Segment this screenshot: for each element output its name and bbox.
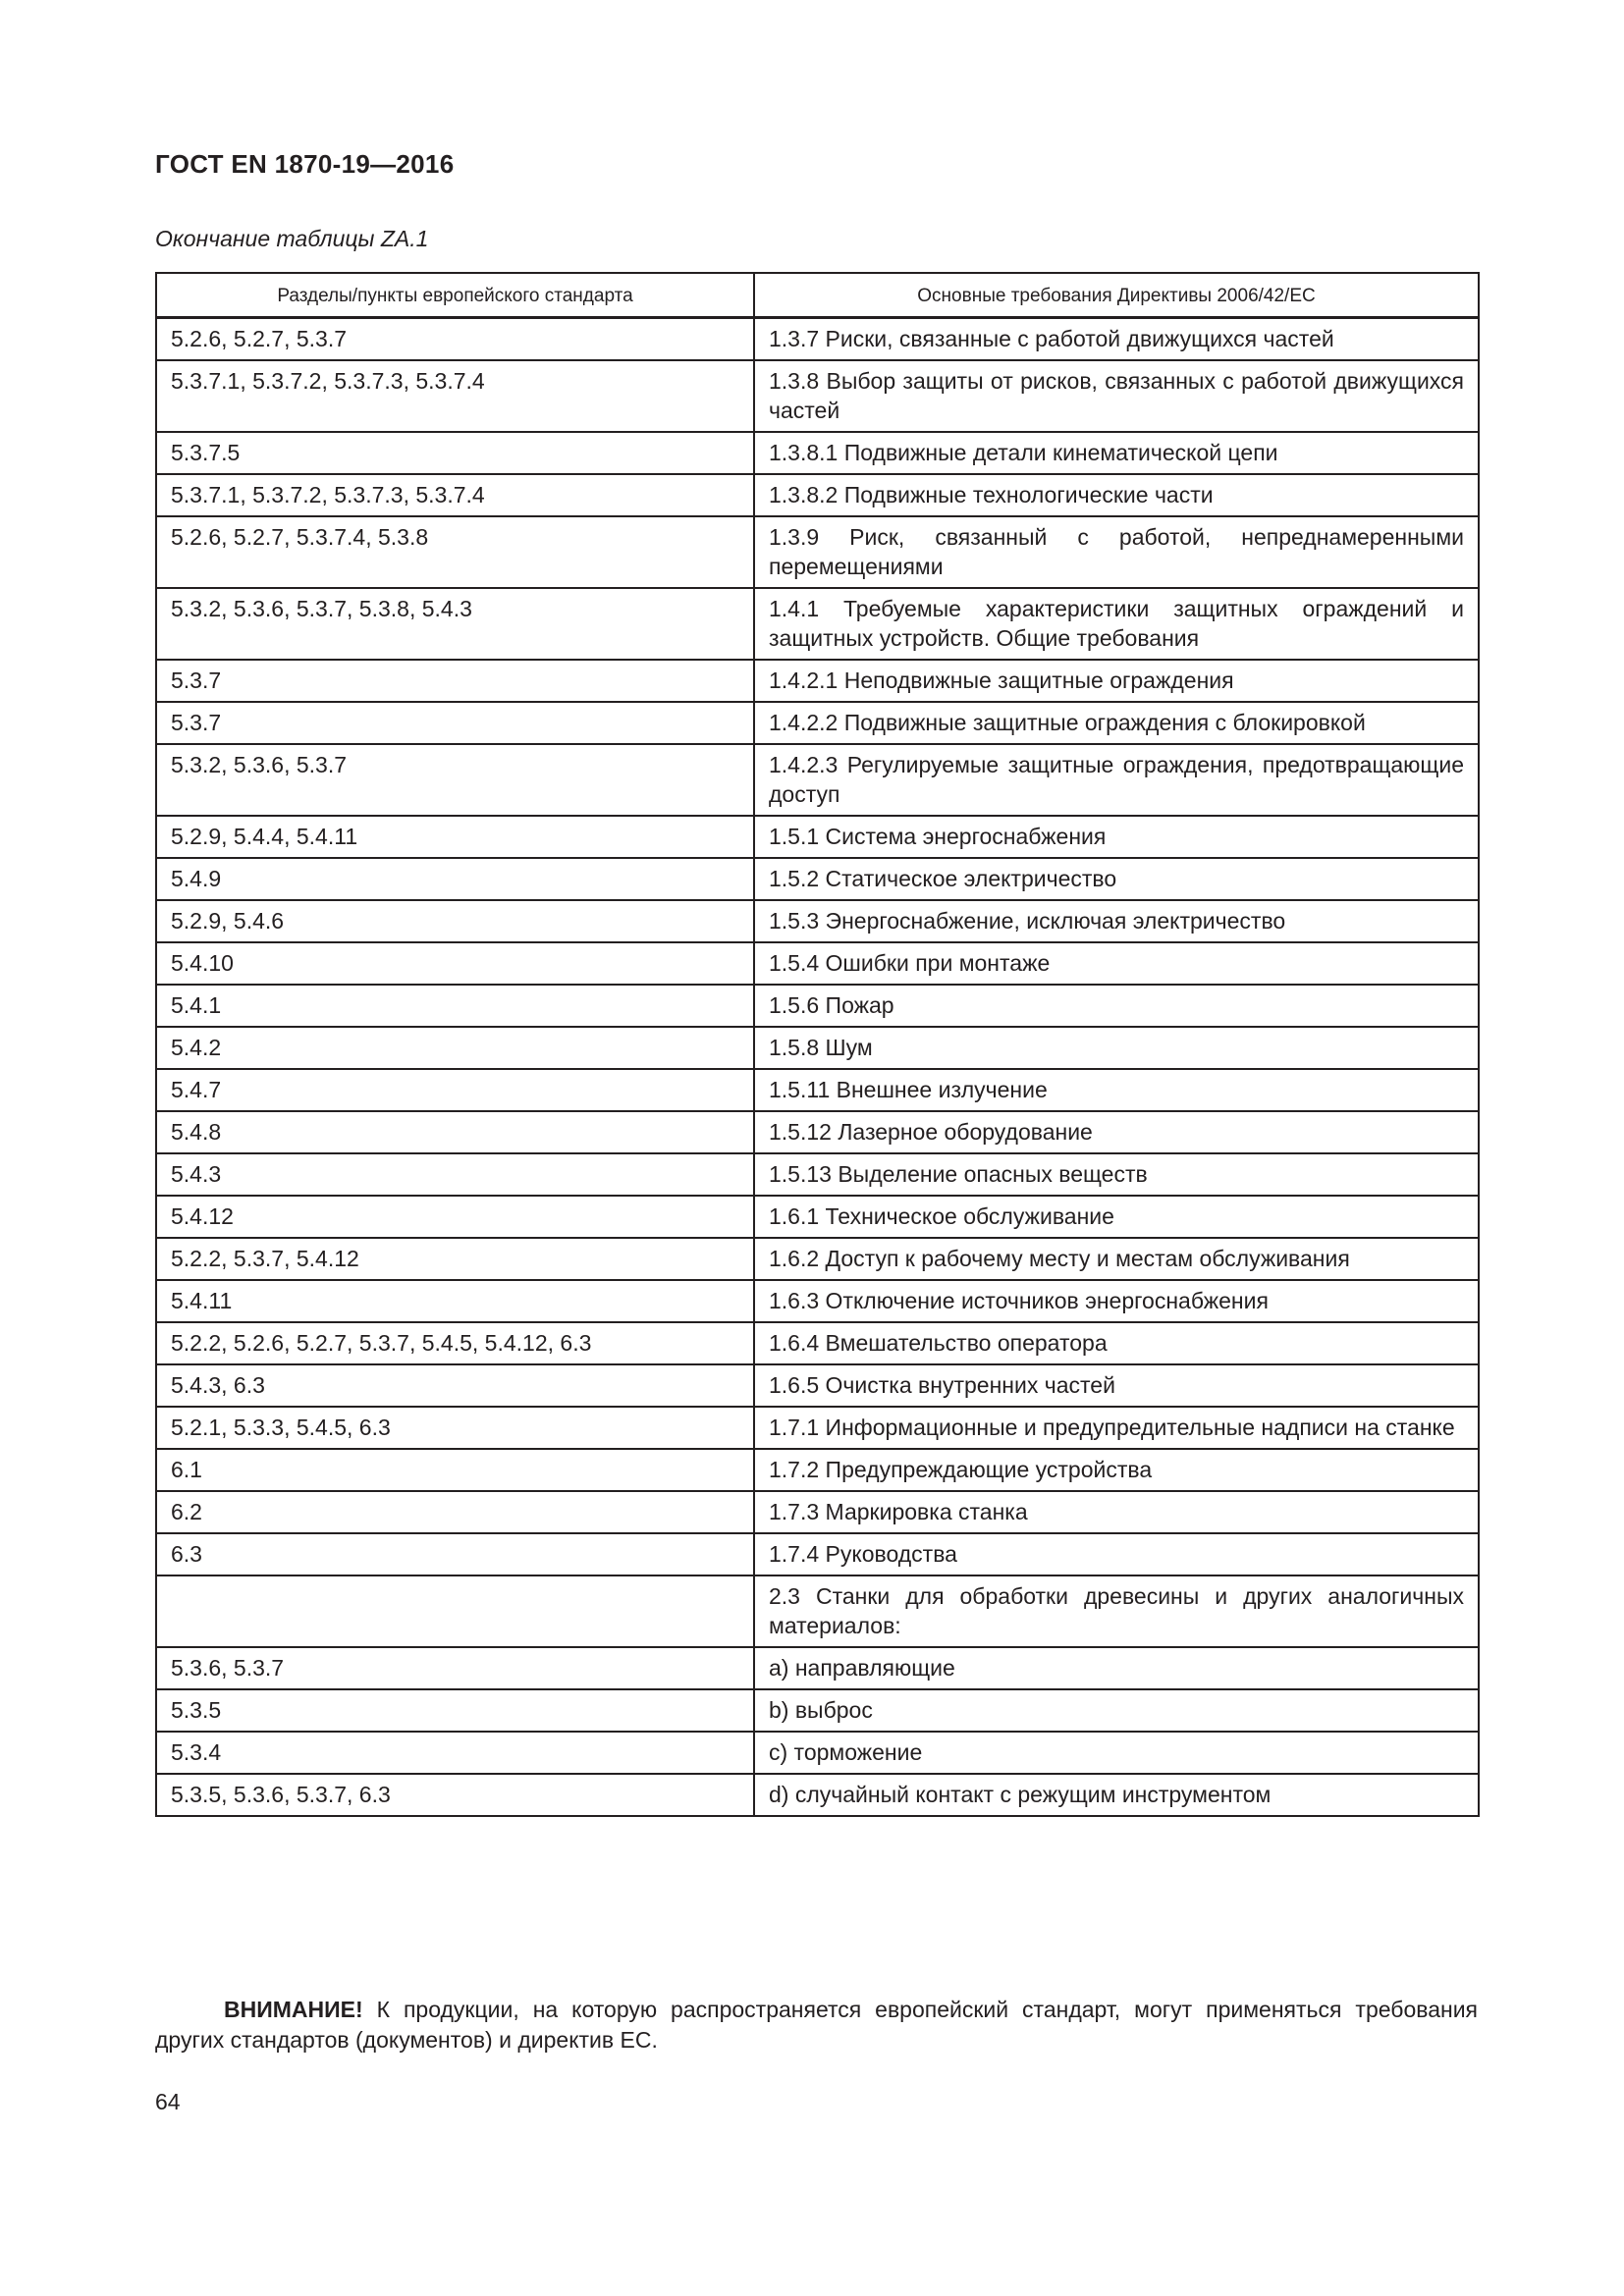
table-row [156,1027,1479,1069]
standard-sections-cell: 5.2.6, 5.2.7, 5.3.7 [156,318,754,361]
table-row [156,474,1479,516]
directive-requirement-cell: c) торможение [754,1732,1479,1774]
table-row [156,1111,1479,1153]
standard-sections-cell: 5.2.6, 5.2.7, 5.3.7.4, 5.3.8 [156,516,754,588]
standard-sections-cell: 5.4.3 [156,1153,754,1196]
standard-sections-cell: 5.4.3, 6.3 [156,1364,754,1407]
directive-requirement-cell: 1.5.3 Энергоснабжение, исключая электричество [754,900,1479,942]
standard-sections-cell: 5.2.9, 5.4.6 [156,900,754,942]
standard-sections-cell: 5.4.12 [156,1196,754,1238]
standard-sections-cell: 6.1 [156,1449,754,1491]
directive-requirement-cell: 1.6.4 Вмешательство оператора [754,1322,1479,1364]
directive-requirement-cell: d) случайный контакт с режущим инструментом [754,1774,1479,1816]
table-row [156,1364,1479,1407]
directive-requirement-cell: 1.7.3 Маркировка станка [754,1491,1479,1533]
table-body [156,318,1479,1817]
standard-sections-cell: 5.3.2, 5.3.6, 5.3.7 [156,744,754,816]
standard-sections-cell: 5.3.4 [156,1732,754,1774]
directive-requirement-cell: b) выброс [754,1689,1479,1732]
table-row [156,985,1479,1027]
standard-sections-cell: 5.3.7.5 [156,432,754,474]
table-row [156,318,1479,361]
table-row [156,432,1479,474]
directive-requirement-cell: 1.3.7 Риски, связанные с работой движущихся частей [754,318,1479,361]
standard-sections-cell: 5.3.5 [156,1689,754,1732]
directive-requirement-cell: 1.3.8 Выбор защиты от рисков, связанных с работой движущихся частей [754,360,1479,432]
directive-requirement-cell: 1.5.8 Шум [754,1027,1479,1069]
directive-requirement-cell: 1.3.8.1 Подвижные детали кинематической цепи [754,432,1479,474]
table-row [156,660,1479,702]
table-row [156,942,1479,985]
standard-sections-cell: 5.2.1, 5.3.3, 5.4.5, 6.3 [156,1407,754,1449]
attention-note [155,1995,1478,2056]
standard-sections-cell: 5.3.7 [156,660,754,702]
table-row [156,1069,1479,1111]
standard-sections-cell [156,1575,754,1647]
directive-requirement-cell: 1.6.3 Отключение источников энергоснабжения [754,1280,1479,1322]
directive-requirement-cell: 1.3.8.2 Подвижные технологические части [754,474,1479,516]
directive-requirement-cell: 2.3 Станки для обработки древесины и других аналогичных материалов: [754,1575,1479,1647]
attention-text: К продукции, на которую распространяется европейский стандарт, могут применяться требования других стандартов (документов) и директив ЕС. [155,1997,1478,2053]
standard-sections-cell: 5.4.11 [156,1280,754,1322]
directive-requirement-cell: 1.6.2 Доступ к рабочему месту и местам обслуживания [754,1238,1479,1280]
directive-requirement-cell: 1.5.11 Внешнее излучение [754,1069,1479,1111]
directive-requirement-cell: a) направляющие [754,1647,1479,1689]
table-header-row [156,273,1479,318]
standard-sections-cell: 5.3.2, 5.3.6, 5.3.7, 5.3.8, 5.4.3 [156,588,754,660]
document-header: ГОСТ EN 1870-19—2016 [155,149,455,179]
standard-sections-cell: 5.2.2, 5.2.6, 5.2.7, 5.3.7, 5.4.5, 5.4.12, 6.3 [156,1322,754,1364]
table-row [156,1322,1479,1364]
table-row [156,1238,1479,1280]
directive-requirement-cell: 1.5.1 Система энергоснабжения [754,816,1479,858]
standard-sections-cell: 5.4.1 [156,985,754,1027]
standard-sections-cell: 5.2.2, 5.3.7, 5.4.12 [156,1238,754,1280]
requirements-table [155,272,1480,1817]
table-row [156,744,1479,816]
directive-requirement-cell: 1.5.12 Лазерное оборудование [754,1111,1479,1153]
directive-requirement-cell: 1.4.2.1 Неподвижные защитные ограждения [754,660,1479,702]
standard-sections-cell: 5.3.7.1, 5.3.7.2, 5.3.7.3, 5.3.7.4 [156,360,754,432]
table-row [156,1732,1479,1774]
standard-sections-cell: 5.3.6, 5.3.7 [156,1647,754,1689]
directive-requirement-cell: 1.3.9 Риск, связанный с работой, непреднамеренными перемещениями [754,516,1479,588]
table-row [156,900,1479,942]
directive-requirement-cell: 1.6.1 Техническое обслуживание [754,1196,1479,1238]
standard-sections-cell: 5.3.7.1, 5.3.7.2, 5.3.7.3, 5.3.7.4 [156,474,754,516]
standard-sections-cell: 5.4.7 [156,1069,754,1111]
table-row [156,1449,1479,1491]
standard-sections-cell: 5.4.10 [156,942,754,985]
standard-sections-cell: 5.3.7 [156,702,754,744]
directive-requirement-cell: 1.5.6 Пожар [754,985,1479,1027]
table-row [156,588,1479,660]
table-row [156,1575,1479,1647]
standard-sections-cell: 5.2.9, 5.4.4, 5.4.11 [156,816,754,858]
table-caption: Окончание таблицы ZA.1 [155,226,429,251]
table-row [156,360,1479,432]
table-row [156,858,1479,900]
directive-requirement-cell: 1.6.5 Очистка внутренних частей [754,1364,1479,1407]
directive-requirement-cell: 1.7.1 Информационные и предупредительные надписи на станке [754,1407,1479,1449]
table-row [156,1647,1479,1689]
directive-requirement-cell: 1.4.1 Требуемые характеристики защитных ограждений и защитных устройств. Общие требования [754,588,1479,660]
standard-sections-cell: 5.4.9 [156,858,754,900]
table-row [156,702,1479,744]
standard-sections-cell: 5.4.8 [156,1111,754,1153]
standard-sections-cell: 6.2 [156,1491,754,1533]
standard-sections-cell: 5.4.2 [156,1027,754,1069]
page-number: 64 [155,2089,181,2114]
table-row [156,1533,1479,1575]
column-header-directive-requirements: Основные требования Директивы 2006/42/ЕС [754,273,1479,318]
directive-requirement-cell: 1.5.2 Статическое электричество [754,858,1479,900]
table-row [156,1153,1479,1196]
directive-requirement-cell: 1.4.2.2 Подвижные защитные ограждения с блокировкой [754,702,1479,744]
directive-requirement-cell: 1.7.2 Предупреждающие устройства [754,1449,1479,1491]
table-row [156,1280,1479,1322]
table-row [156,516,1479,588]
directive-requirement-cell: 1.5.13 Выделение опасных веществ [754,1153,1479,1196]
directive-requirement-cell: 1.4.2.3 Регулируемые защитные ограждения, предотвращающие доступ [754,744,1479,816]
table-row [156,1196,1479,1238]
attention-label: ВНИМАНИЕ! [224,1997,363,2022]
directive-requirement-cell: 1.5.4 Ошибки при монтаже [754,942,1479,985]
column-header-standard-sections: Разделы/пункты европейского стандарта [156,273,754,318]
directive-requirement-cell: 1.7.4 Руководства [754,1533,1479,1575]
table-row [156,1491,1479,1533]
standard-sections-cell: 6.3 [156,1533,754,1575]
table-row [156,1689,1479,1732]
standard-sections-cell: 5.3.5, 5.3.6, 5.3.7, 6.3 [156,1774,754,1816]
table-row [156,816,1479,858]
table-row [156,1774,1479,1816]
table-row [156,1407,1479,1449]
